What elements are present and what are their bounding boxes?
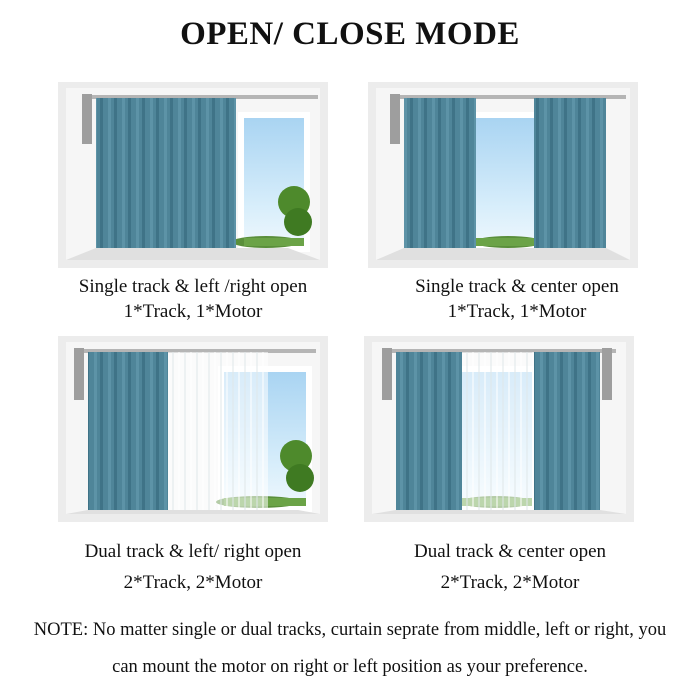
mode-config: 2*Track, 2*Motor bbox=[440, 572, 580, 593]
mode-config: 2*Track, 2*Motor bbox=[123, 572, 263, 593]
mode-caption: Single track & center open bbox=[415, 276, 619, 297]
panel-single-left-right bbox=[58, 82, 328, 268]
caption-dual-left-right bbox=[33, 536, 353, 598]
panel-single-center bbox=[368, 82, 638, 268]
mode-config: 1*Track, 1*Motor bbox=[447, 301, 587, 322]
mode-caption: Single track & left /right open bbox=[78, 276, 308, 297]
note-text: NOTE: No matter single or dual tracks, curtain seprate from middle, left or right, you can mount the motor on right or left position as your preference. bbox=[33, 620, 667, 677]
mode-caption: Dual track & left/ right open bbox=[84, 541, 302, 562]
caption-single-center bbox=[357, 274, 677, 324]
sheer-panel bbox=[158, 352, 268, 510]
caption-single-left-right bbox=[33, 274, 353, 324]
mode-config: 1*Track, 1*Motor bbox=[123, 301, 263, 322]
curtain-panel bbox=[96, 98, 236, 248]
curtain-panel-right bbox=[534, 352, 600, 510]
mode-caption: Dual track & center open bbox=[413, 541, 607, 562]
panel-dual-left-right bbox=[58, 336, 328, 522]
curtain-panel bbox=[88, 352, 168, 510]
panel-dual-center bbox=[364, 336, 634, 522]
page-title: OPEN/ CLOSE MODE bbox=[180, 16, 520, 52]
caption-dual-center bbox=[350, 536, 670, 598]
curtain-panel-left bbox=[404, 98, 476, 248]
sheer-panel bbox=[460, 352, 536, 510]
curtain-panel-left bbox=[396, 352, 462, 510]
curtain-panel-right bbox=[534, 98, 606, 248]
